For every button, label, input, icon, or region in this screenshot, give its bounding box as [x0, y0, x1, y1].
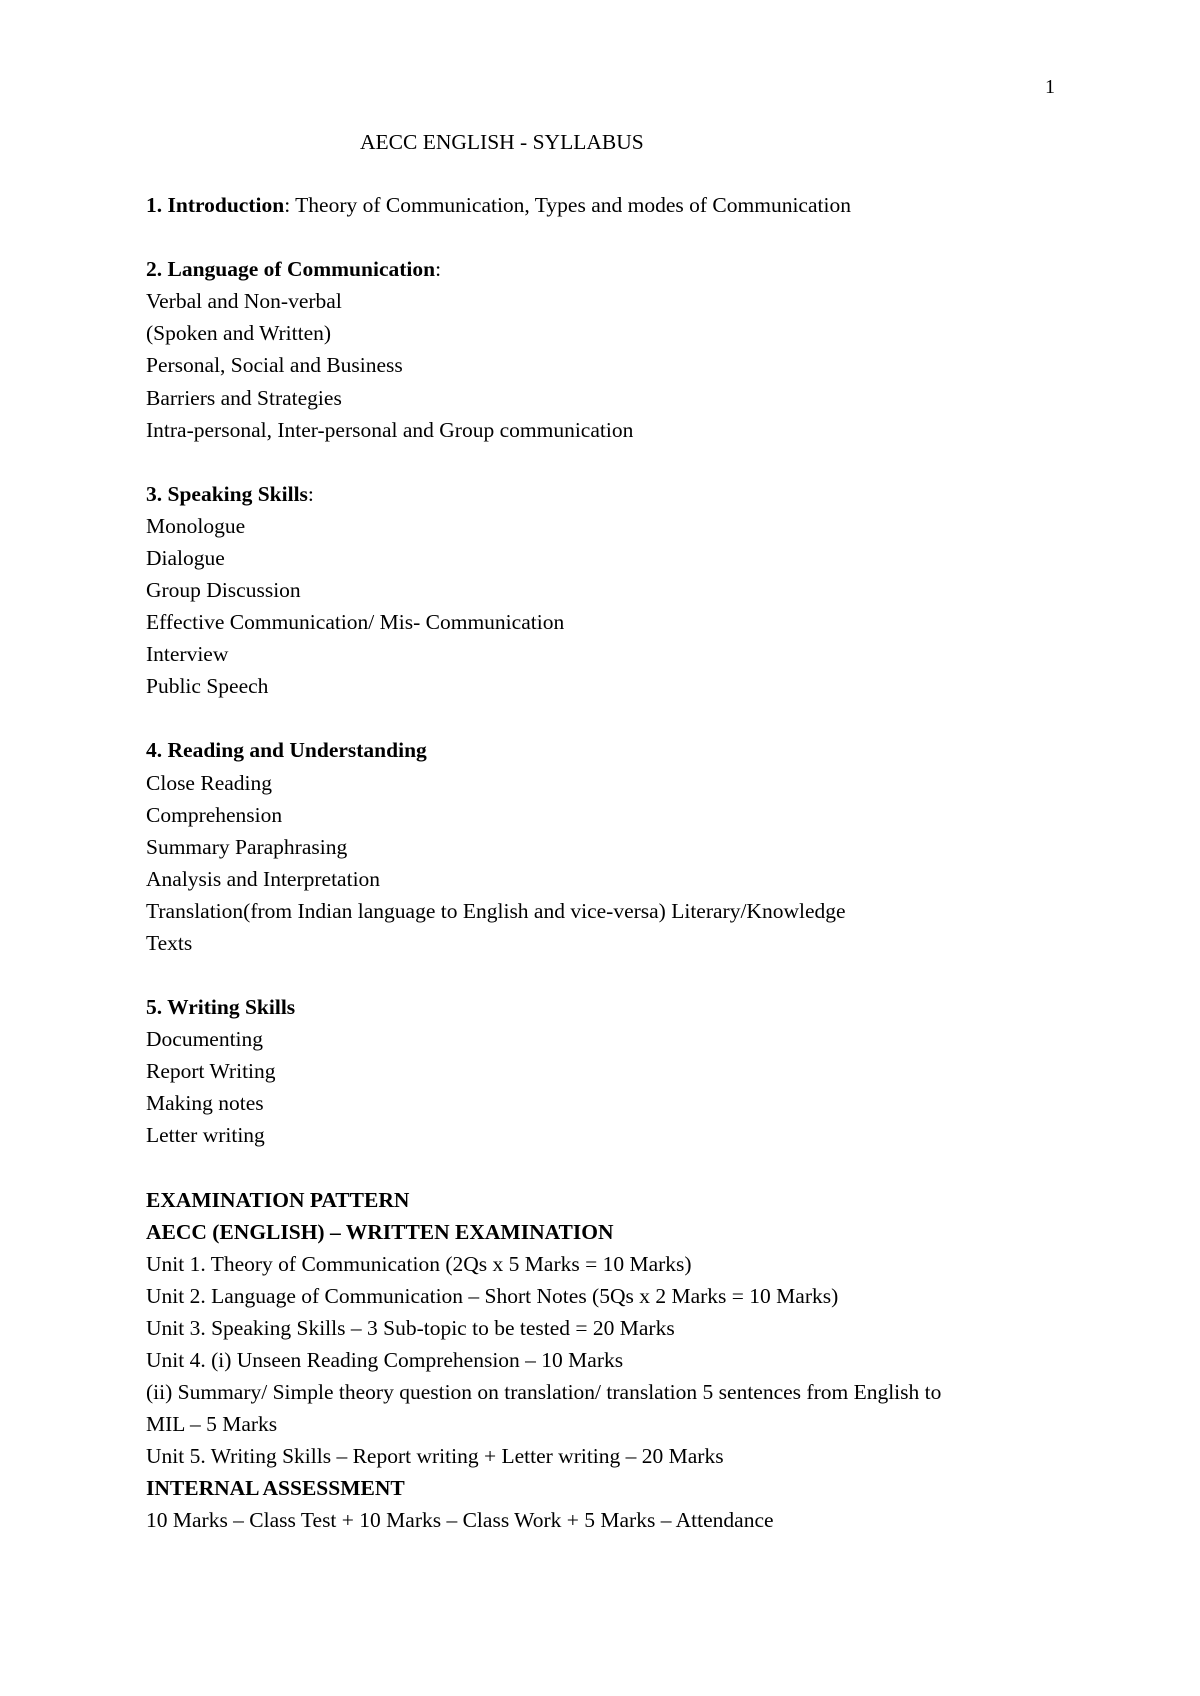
section-heading: [146, 991, 1106, 1023]
list-item: Making notes: [146, 1091, 264, 1116]
list-item: Effective Communication/ Mis- Communication: [146, 610, 565, 635]
list-item: Personal, Social and Business: [146, 353, 403, 378]
list-item: Close Reading: [146, 770, 272, 795]
writing-heading: 5. Writing Skills: [146, 995, 296, 1020]
exam-subheading: [146, 1216, 1106, 1248]
speaking-colon: :: [307, 481, 314, 506]
section-heading: [146, 734, 1106, 766]
section-examination-pattern: [146, 1184, 1106, 1537]
document-title-text: AECC ENGLISH - SYLLABUS: [360, 130, 644, 154]
list-item: Public Speech: [146, 674, 269, 699]
list-item: Letter writing: [146, 1123, 265, 1148]
internal-assessment-heading: [146, 1472, 1106, 1504]
exam-line: Unit 2. Language of Communication – Short Notes (5Qs x 2 Marks = 10 Marks): [146, 1283, 839, 1308]
internal-assessment-heading-text: INTERNAL ASSESSMENT: [146, 1476, 405, 1501]
list-item: Translation(from Indian language to English and vice-versa) Literary/Knowledge: [146, 898, 846, 923]
list-item: Dialogue: [146, 545, 225, 570]
list-item: Documenting: [146, 1027, 264, 1052]
intro-line: [146, 189, 1106, 221]
section-speaking: [146, 478, 1106, 703]
list-item: Intra-personal, Inter-personal and Group communication: [146, 417, 634, 442]
exam-line: Unit 1. Theory of Communication (2Qs x 5 Marks = 10 Marks): [146, 1251, 692, 1276]
document-body: [146, 126, 1106, 1537]
language-colon: :: [435, 257, 442, 282]
list-item: Summary Paraphrasing: [146, 834, 348, 859]
section-language: [146, 253, 1106, 446]
exam-line: Unit 5. Writing Skills – Report writing + Letter writing – 20 Marks: [146, 1444, 724, 1469]
exam-line: MIL – 5 Marks: [146, 1412, 278, 1437]
page-number: 1: [1045, 76, 1055, 98]
internal-assessment-text: 10 Marks – Class Test + 10 Marks – Class Work + 5 Marks – Attendance: [146, 1508, 774, 1533]
section-heading: [146, 478, 1106, 510]
reading-heading: 4. Reading and Understanding: [146, 738, 427, 763]
intro-heading: 1. Introduction: [146, 193, 285, 218]
section-heading: [146, 253, 1106, 285]
list-item: Group Discussion: [146, 578, 301, 603]
section-introduction: [146, 189, 1106, 221]
list-item: Monologue: [146, 513, 246, 538]
section-writing: [146, 991, 1106, 1151]
exam-line: (ii) Summary/ Simple theory question on translation/ translation 5 sentences from English to: [146, 1380, 942, 1405]
exam-line: Unit 4. (i) Unseen Reading Comprehension – 10 Marks: [146, 1348, 624, 1372]
language-heading: 2. Language of Communication: [146, 257, 436, 282]
list-item: Report Writing: [146, 1059, 276, 1084]
section-reading: [146, 734, 1106, 959]
list-item: Comprehension: [146, 802, 283, 827]
intro-text: : Theory of Communication, Types and modes of Communication: [284, 193, 851, 218]
document-title: [360, 126, 1106, 158]
list-item: Barriers and Strategies: [146, 385, 342, 410]
list-item: Texts: [146, 930, 193, 955]
list-item: Interview: [146, 642, 229, 667]
exam-line: Unit 3. Speaking Skills – 3 Sub-topic to be tested = 20 Marks: [146, 1315, 675, 1340]
list-item: Verbal and Non-verbal: [146, 289, 342, 314]
exam-heading-text: EXAMINATION PATTERN: [146, 1187, 410, 1212]
exam-subheading-text: AECC (ENGLISH) – WRITTEN EXAMINATION: [146, 1219, 614, 1244]
list-item: Analysis and Interpretation: [146, 866, 381, 891]
list-item: (Spoken and Written): [146, 321, 332, 346]
exam-heading: [146, 1184, 1106, 1216]
speaking-heading: 3. Speaking Skills: [146, 481, 308, 506]
